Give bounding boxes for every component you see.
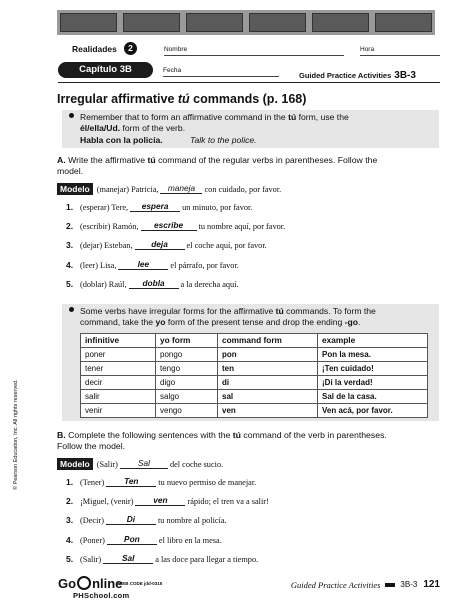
title-text: Irregular affirmative — [57, 92, 178, 106]
banner-pattern-tile — [375, 13, 432, 32]
item-rest: tu nombre aquí, por favor. — [198, 221, 286, 231]
table-row — [81, 404, 428, 418]
item-number: 3. — [66, 240, 74, 250]
item-rest: el libro en la mesa. — [158, 535, 222, 545]
note-text: . — [358, 317, 361, 327]
instruction-text: Complete the following sentences with the — [65, 430, 233, 440]
table-cell: pongo — [156, 348, 218, 362]
model-prompt: (manejar) Patricia, — [96, 184, 159, 194]
table-cell: ten — [218, 362, 318, 376]
exercise-a-item — [66, 260, 239, 270]
table-cell: ven — [218, 404, 318, 418]
answer-blank[interactable]: Sal — [103, 554, 153, 564]
model-answer: maneja — [160, 184, 202, 194]
item-prompt: (dejar) Esteban, — [80, 240, 133, 250]
table-cell: Ven acá, por favor. — [318, 404, 428, 418]
item-rest: un minuto, por favor. — [182, 202, 253, 212]
answer-blank[interactable]: dobla — [129, 279, 179, 289]
note-line — [80, 317, 433, 328]
item-number: 4. — [66, 260, 74, 270]
note-text: command, take the — [80, 317, 156, 327]
grammar-note — [62, 110, 439, 148]
example-english: Talk to the police. — [190, 135, 257, 145]
answer-blank[interactable]: espera — [130, 202, 180, 212]
fecha-field[interactable] — [163, 76, 279, 77]
column-header: infinitive — [81, 334, 156, 348]
answer-blank[interactable]: Ten — [106, 477, 156, 487]
copyright-notice: © Pearson Education, Inc. All rights reserved. — [13, 379, 19, 490]
table-cell: salgo — [156, 390, 218, 404]
item-rest: a la derecha aquí. — [180, 279, 239, 289]
instruction-bold: tú — [232, 430, 241, 440]
item-rest: tu nuevo permiso de manejar. — [158, 477, 257, 487]
item-number: 5. — [66, 279, 74, 289]
item-prompt: (Decir) — [80, 515, 104, 525]
hora-label: Hora — [360, 46, 375, 53]
instruction-text: model. — [57, 166, 84, 176]
exercise-a-item — [66, 221, 285, 231]
page-footer — [58, 576, 440, 604]
item-number: 2. — [66, 496, 74, 506]
footer-activities-label: Guided Practice Activities — [290, 579, 381, 590]
table-row — [81, 362, 428, 376]
section-label: B. — [57, 430, 66, 440]
go-online-logo[interactable] — [58, 576, 122, 591]
note-line — [80, 123, 433, 134]
header-banner — [57, 10, 435, 35]
model-answer: Sal — [120, 459, 168, 469]
section-label: A. — [57, 155, 66, 165]
footer-code: 3B-3 — [400, 580, 418, 589]
fecha-label: Fecha — [163, 67, 182, 74]
web-code: WEB CODE jdd-0315 — [118, 581, 163, 586]
model-rest: del coche sucio. — [169, 459, 224, 469]
instruction-bold: tú — [147, 155, 156, 165]
item-rest: el párrafo, por favor. — [170, 260, 239, 270]
item-prompt: (leer) Lisa, — [80, 260, 117, 270]
model-sentence-a — [57, 183, 281, 195]
table-row — [81, 390, 428, 404]
exercise-b-item — [66, 477, 256, 487]
note-bold: yo — [155, 317, 166, 327]
answer-blank[interactable]: lee — [118, 260, 168, 270]
model-prompt: (Salir) — [96, 459, 118, 469]
table-cell: vengo — [156, 404, 218, 418]
exercise-a-item — [66, 240, 267, 250]
item-number: 2. — [66, 221, 74, 231]
answer-blank[interactable]: Pon — [107, 535, 157, 545]
item-rest: tu nombre al policía. — [157, 515, 227, 525]
item-rest: a las doce para llegar a tiempo. — [155, 554, 259, 564]
irregular-verbs-table — [80, 333, 428, 418]
model-sentence-b — [57, 458, 223, 470]
instruction-text: Follow the model. — [57, 441, 126, 451]
modelo-badge: Modelo — [57, 458, 93, 470]
table-cell: poner — [81, 348, 156, 362]
footer-page-info — [291, 579, 440, 590]
item-rest: rápido; el tren va a salir! — [187, 496, 269, 506]
table-cell: sal — [218, 390, 318, 404]
exercise-a-item — [66, 279, 239, 289]
banner-pattern-tile — [60, 13, 117, 32]
table-cell: ¡Di la verdad! — [318, 376, 428, 390]
page-title — [57, 92, 306, 106]
exercise-b-item — [66, 535, 222, 545]
answer-blank[interactable]: ven — [135, 496, 185, 506]
logo-text: Go — [58, 576, 77, 591]
table-cell: tengo — [156, 362, 218, 376]
answer-blank[interactable]: deja — [135, 240, 185, 250]
item-prompt: (Tener) — [80, 477, 105, 487]
gpa-label: Guided Practice Activities — [299, 71, 392, 80]
banner-pattern-tile — [312, 13, 369, 32]
exercise-b-item — [66, 515, 227, 525]
exercise-b-item — [66, 554, 258, 564]
note-text: commands. To form the — [283, 306, 376, 316]
bullet-icon — [69, 307, 74, 312]
hora-field[interactable] — [360, 55, 440, 56]
item-prompt: (doblar) Raúl, — [80, 279, 127, 289]
modelo-badge: Modelo — [57, 183, 93, 195]
table-cell: tener — [81, 362, 156, 376]
instruction-text: command of the verb in parentheses. — [240, 430, 387, 440]
exercise-a-item — [66, 202, 252, 212]
table-header-row — [81, 334, 428, 348]
note-line — [80, 306, 433, 317]
note-bold: tú — [275, 306, 284, 316]
note-bold: él/ella/Ud. — [80, 123, 121, 133]
note-text: form, use the — [296, 112, 349, 122]
note-bold: -go — [344, 317, 359, 327]
chapter-badge: Capítulo 3B — [58, 62, 153, 78]
nombre-label: Nombre — [164, 46, 188, 53]
item-number: 1. — [66, 477, 74, 487]
banner-pattern-tile — [249, 13, 306, 32]
globe-icon — [77, 576, 91, 590]
table-row — [81, 348, 428, 362]
table-cell: digo — [156, 376, 218, 390]
instruction-text: command of the regular verbs in parentheses. Follow the — [155, 155, 378, 165]
realidades-label: Realidades — [72, 44, 117, 54]
header-divider — [58, 82, 440, 83]
column-header: example — [318, 334, 428, 348]
table-cell: salir — [81, 390, 156, 404]
item-number: 3. — [66, 515, 74, 525]
note-text: form of the verb. — [120, 123, 186, 133]
exercise-b-item — [66, 496, 269, 506]
nombre-field[interactable] — [164, 55, 344, 56]
item-number: 1. — [66, 202, 74, 212]
model-rest: con cuidado, por favor. — [204, 184, 282, 194]
column-header: command form — [218, 334, 318, 348]
activity-heading — [299, 70, 416, 81]
table-cell: Sal de la casa. — [318, 390, 428, 404]
note-bold: tú — [288, 112, 297, 122]
item-prompt: (escribir) Ramón, — [80, 221, 139, 231]
table-cell: venir — [81, 404, 156, 418]
note-line — [80, 112, 433, 123]
title-text-end: commands (p. 168) — [189, 92, 307, 106]
table-row — [81, 376, 428, 390]
logo-text: nline — [92, 576, 123, 591]
item-prompt: (Salir) — [80, 554, 102, 564]
table-cell: Pon la mesa. — [318, 348, 428, 362]
separator-bar — [385, 583, 395, 587]
header-row — [60, 44, 440, 58]
instruction-text: Write the affirmative — [65, 155, 148, 165]
note-text: Some verbs have irregular forms for the affirmative — [80, 306, 276, 316]
note-text: form of the present tense and drop the ending — [165, 317, 345, 327]
note-text: Remember that to form an affirmative command in the — [80, 112, 289, 122]
item-prompt: (esperar) Tere, — [80, 202, 129, 212]
item-prompt: (Poner) — [80, 535, 105, 545]
answer-blank[interactable]: Di — [106, 515, 156, 525]
banner-pattern-tile — [123, 13, 180, 32]
section-b-instructions — [57, 430, 440, 452]
table-cell: di — [218, 376, 318, 390]
banner-pattern-tile — [186, 13, 243, 32]
bullet-icon — [69, 113, 74, 118]
table-cell: ¡Ten cuidado! — [318, 362, 428, 376]
answer-blank[interactable]: escribe — [141, 221, 197, 231]
table-cell: decir — [81, 376, 156, 390]
gpa-number: 3B-3 — [394, 70, 416, 81]
section-a-instructions — [57, 155, 440, 177]
item-prompt: ¡Miguel, (venir) — [80, 496, 134, 506]
irregular-commands-note — [62, 304, 439, 421]
page-number: 121 — [423, 579, 440, 590]
phschool-link[interactable]: PHSchool.com — [73, 591, 130, 600]
level-badge: 2 — [124, 42, 137, 55]
title-tu: tú — [177, 92, 190, 106]
table-cell: pon — [218, 348, 318, 362]
item-number: 5. — [66, 554, 74, 564]
column-header: yo form — [156, 334, 218, 348]
item-number: 4. — [66, 535, 74, 545]
item-rest: el coche aquí, por favor. — [186, 240, 267, 250]
example-spanish: Habla con la policía. — [80, 135, 163, 145]
note-example — [80, 135, 433, 146]
